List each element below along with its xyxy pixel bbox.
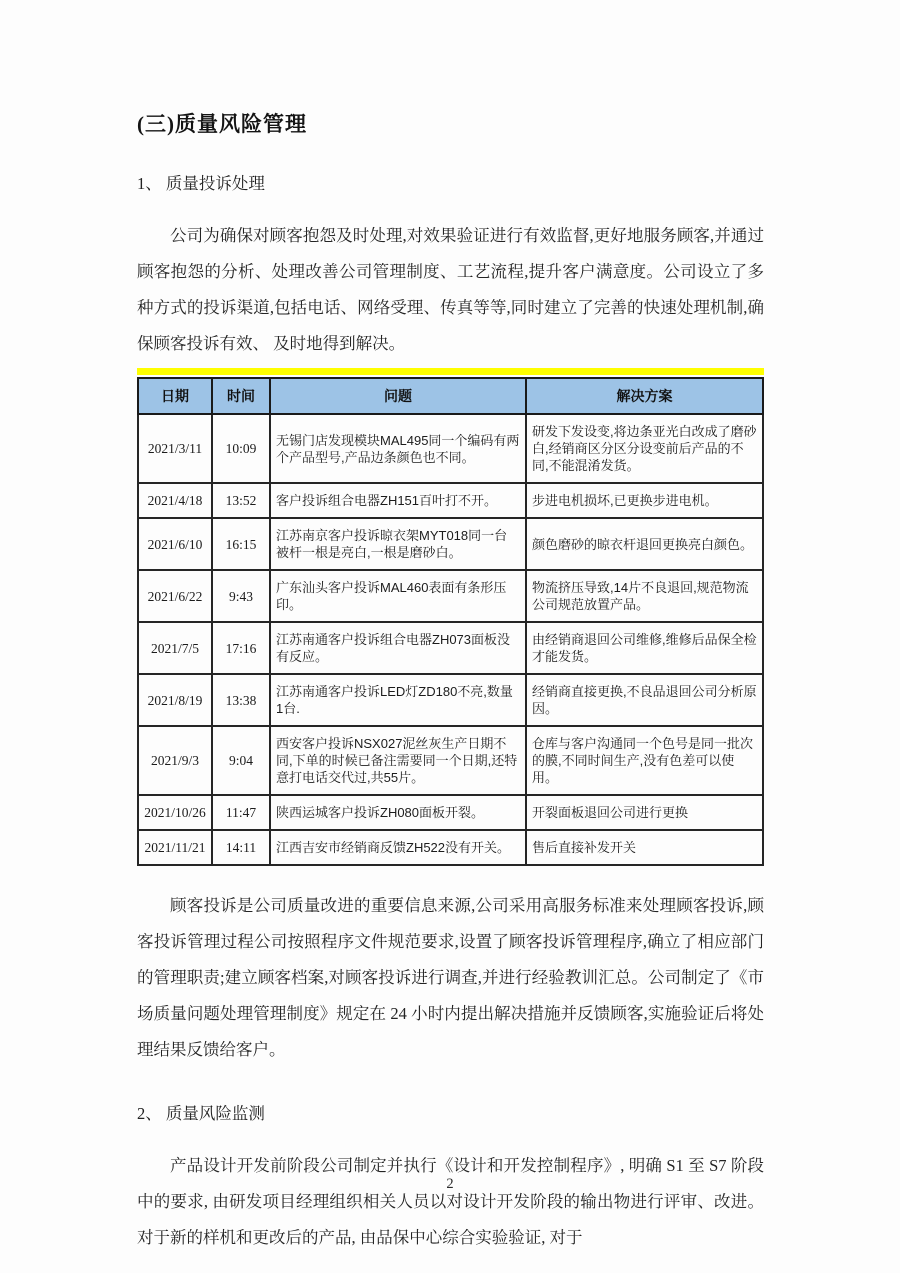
cell-time: 16:15 — [212, 518, 270, 570]
cell-date: 2021/3/11 — [138, 414, 212, 483]
subsection-1-heading: 1、 质量投诉处理 — [137, 174, 265, 193]
subsection-2-heading: 2、 质量风险监测 — [137, 1104, 265, 1123]
cell-problem: 江苏南京客户投诉晾衣架MYT018同一台被杆一根是亮白,一根是磨砂白。 — [270, 518, 526, 570]
page-content — [137, 0, 764, 1256]
cell-problem: 无锡门店发现模块MAL495同一个编码有两个产品型号,产品边条颜色也不同。 — [270, 414, 526, 483]
cell-time: 13:38 — [212, 674, 270, 726]
page-number: 2 — [446, 1176, 454, 1192]
cell-date: 2021/10/26 — [138, 795, 212, 830]
cell-time: 9:43 — [212, 570, 270, 622]
cell-solution: 仓库与客户沟通同一个色号是同一批次的膜,不同时间生产,没有色差可以使用。 — [526, 726, 763, 795]
cell-date: 2021/8/19 — [138, 674, 212, 726]
cell-solution: 颜色磨砂的晾衣杆退回更换亮白颜色。 — [526, 518, 763, 570]
cell-problem: 江苏南通客户投诉LED灯ZD180不亮,数量1台. — [270, 674, 526, 726]
table-row — [138, 674, 763, 726]
complaint-table-header — [138, 378, 763, 414]
column-header-date: 日期 — [138, 378, 212, 414]
cell-solution: 物流挤压导致,14片不良退回,规范物流公司规范放置产品。 — [526, 570, 763, 622]
column-header-solution: 解决方案 — [526, 378, 763, 414]
section-heading: (三)质量风险管理 — [137, 112, 307, 136]
cell-solution: 经销商直接更换,不良品退回公司分析原因。 — [526, 674, 763, 726]
cell-date: 2021/6/10 — [138, 518, 212, 570]
cell-date: 2021/4/18 — [138, 483, 212, 518]
header-row — [138, 378, 763, 414]
column-header-problem: 问题 — [270, 378, 526, 414]
table-row — [138, 795, 763, 830]
complaint-table-section — [137, 368, 764, 866]
cell-problem: 江苏南通客户投诉组合电器ZH073面板没有反应。 — [270, 622, 526, 674]
cell-solution: 研发下发设变,将边条亚光白改成了磨砂白,经销商区分区分设变前后产品的不同,不能混淆发货。 — [526, 414, 763, 483]
cell-time: 9:04 — [212, 726, 270, 795]
complaint-table-body — [138, 414, 763, 865]
table-row — [138, 622, 763, 674]
paragraph-complaint-process: 顾客投诉是公司质量改进的重要信息来源,公司采用高服务标准来处理顾客投诉,顾客投诉管理过程公司按照程序文件规范要求,设置了顾客投诉管理程序,确立了相应部门的管理职责;建立顾客档案,对顾客投诉进行调查,并进行经验教训汇总。公司制定了《市场质量问题处理管理制度》规定在 24 小时内提出解决措施并反馈顾客,实施验证后将处理结果反馈给客户。 — [137, 896, 764, 1059]
table-row — [138, 483, 763, 518]
cell-time: 14:11 — [212, 830, 270, 865]
cell-problem: 客户投诉组合电器ZH151百叶打不开。 — [270, 483, 526, 518]
cell-problem: 广东汕头客户投诉MAL460表面有条形压印。 — [270, 570, 526, 622]
cell-date: 2021/6/22 — [138, 570, 212, 622]
cell-date: 2021/7/5 — [138, 622, 212, 674]
table-row — [138, 830, 763, 865]
cell-time: 17:16 — [212, 622, 270, 674]
cell-date: 2021/9/3 — [138, 726, 212, 795]
cell-problem: 西安客户投诉NSX027泥丝灰生产日期不同,下单的时候已备注需要同一个日期,还特意打电话交代过,共55片。 — [270, 726, 526, 795]
complaint-table — [137, 377, 764, 866]
paragraph-complaint-intro: 公司为确保对顾客抱怨及时处理,对效果验证进行有效监督,更好地服务顾客,并通过顾客抱怨的分析、处理改善公司管理制度、工艺流程,提升客户满意度。公司设立了多种方式的投诉渠道,包括电话、网络受理、传真等等,同时建立了完善的快速处理机制,确保顾客投诉有效、 及时地得到解决。 — [137, 226, 764, 353]
table-row — [138, 570, 763, 622]
paragraph-risk-monitoring: 产品设计开发前阶段公司制定并执行《设计和开发控制程序》, 明确 S1 至 S7 阶段中的要求, 由研发项目经理组织相关人员以对设计开发阶段的输出物进行评审、改进。对于新的样机和更改后的产品, 由品保中心综合实验验证, 对于 — [137, 1156, 764, 1247]
table-row — [138, 414, 763, 483]
cell-problem: 陕西运城客户投诉ZH080面板开裂。 — [270, 795, 526, 830]
table-top-highlight — [137, 368, 764, 375]
cell-solution: 售后直接补发开关 — [526, 830, 763, 865]
table-row — [138, 726, 763, 795]
cell-date: 2021/11/21 — [138, 830, 212, 865]
cell-time: 11:47 — [212, 795, 270, 830]
cell-solution: 开裂面板退回公司进行更换 — [526, 795, 763, 830]
cell-time: 10:09 — [212, 414, 270, 483]
cell-solution: 由经销商退回公司维修,维修后品保全检才能发货。 — [526, 622, 763, 674]
table-row — [138, 518, 763, 570]
cell-problem: 江西吉安市经销商反馈ZH522没有开关。 — [270, 830, 526, 865]
cell-solution: 步进电机损坏,已更换步进电机。 — [526, 483, 763, 518]
column-header-time: 时间 — [212, 378, 270, 414]
cell-time: 13:52 — [212, 483, 270, 518]
